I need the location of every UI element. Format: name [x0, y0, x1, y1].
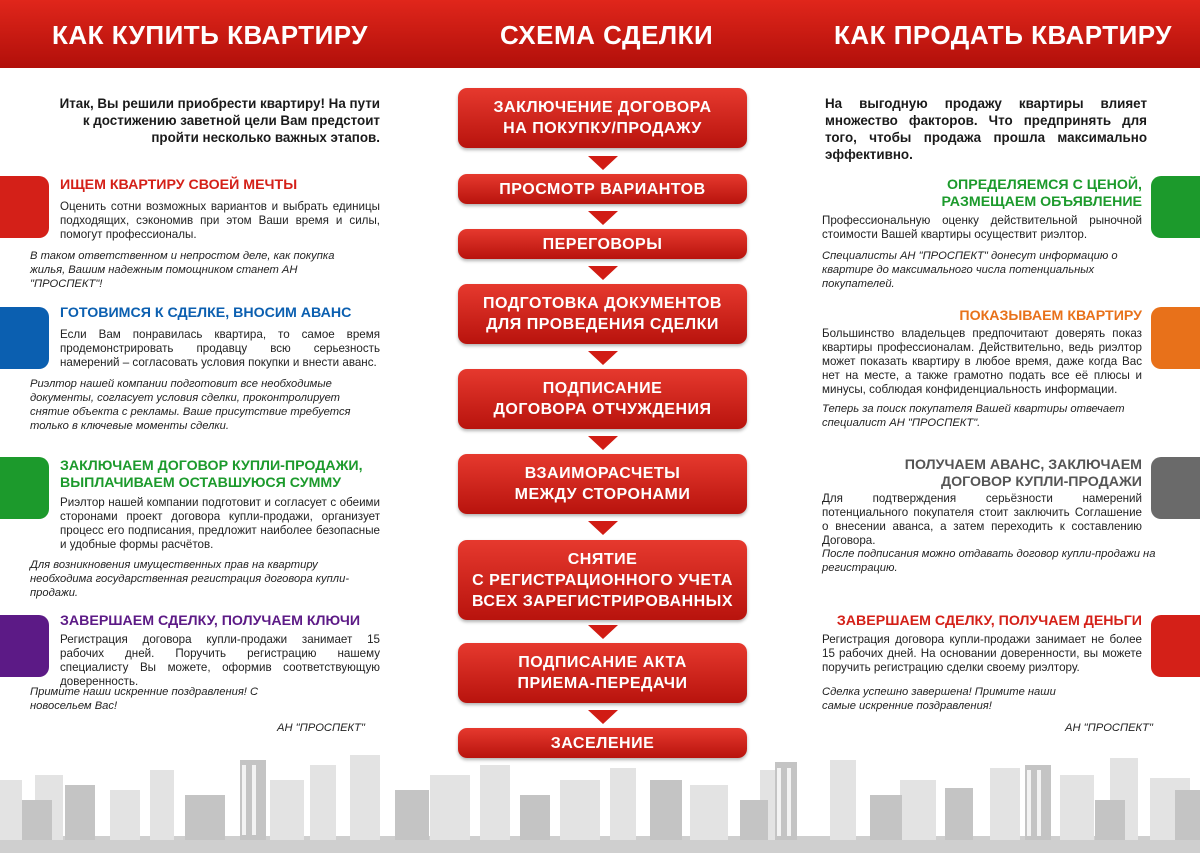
- flow-arrow-icon: [588, 156, 618, 170]
- left-step-1-title: ИЩЕМ КВАРТИРУ СВОЕЙ МЕЧТЫ: [60, 177, 298, 193]
- right-intro: На выгодную продажу квартиры влияет множество факторов. Что предпринять для того, чтобы продажа прошла максимально эффективно.: [825, 96, 1147, 162]
- flow-arrow-icon: [588, 266, 618, 280]
- center-column-title: СХЕМА СДЕЛКИ: [500, 20, 714, 50]
- left-step-3-marker: [0, 457, 49, 519]
- left-column-title: КАК КУПИТЬ КВАРТИРУ: [52, 20, 368, 50]
- flow-arrow-icon: [588, 351, 618, 365]
- left-step-2-title: ГОТОВИМСЯ К СДЕЛКЕ, ВНОСИМ АВАНС: [60, 305, 352, 321]
- left-step-4-title: ЗАВЕРШАЕМ СДЕЛКУ, ПОЛУЧАЕМ КЛЮЧИ: [60, 613, 361, 629]
- flow-step-6: ВЗАИМОРАСЧЕТЫ МЕЖДУ СТОРОНАМИ: [458, 454, 747, 514]
- right-column-title: КАК ПРОДАТЬ КВАРТИРУ: [834, 20, 1172, 50]
- right-step-4-body: Регистрация договора купли-продажи занимает не более 15 рабочих дней. На основании доверенности, вы можете поручить регистрацию сделки своему риэлтору.: [822, 633, 1142, 674]
- flow-step-1: ЗАКЛЮЧЕНИЕ ДОГОВОРА НА ПОКУПКУ/ПРОДАЖУ: [458, 88, 747, 148]
- right-step-4-marker: [1151, 615, 1200, 677]
- left-signature: АН "ПРОСПЕКТ": [277, 722, 365, 734]
- flow-step-8: ПОДПИСАНИЕ АКТА ПРИЕМА-ПЕРЕДАЧИ: [458, 643, 747, 703]
- flow-step-9: ЗАСЕЛЕНИЕ: [458, 728, 747, 758]
- flow-arrow-icon: [588, 521, 618, 535]
- right-step-1-title: ОПРЕДЕЛЯЕМСЯ С ЦЕНОЙ, РАЗМЕЩАЕМ ОБЪЯВЛЕНИЕ: [941, 177, 1142, 210]
- right-step-2-body: Большинство владельцев предпочитают доверять показ квартиры профессионалам. Действительно, ведь риэлтор может показать квартиру в любое время, даже когда Вас нет на месте, а также грамотно подать все её плюсы и минусы, соблюдая конфиденциальность информации.: [822, 327, 1142, 396]
- flow-arrow-icon: [588, 436, 618, 450]
- left-intro: Итак, Вы решили приобрести квартиру! На пути к достижению заветной цели Вам предстоит пройти несколько важных этапов.: [59, 96, 380, 145]
- right-step-2-marker: [1151, 307, 1200, 369]
- right-step-3-title: ПОЛУЧАЕМ АВАНС, ЗАКЛЮЧАЕМ ДОГОВОР КУПЛИ-ПРОДАЖИ: [904, 457, 1142, 490]
- left-step-2-note: Риэлтор нашей компании подготовит все необходимые документы, согласует условия сделки, проконтролирует снятие объекта с рекламы. Ваше присутствие требуется только в ключевые моменты сделки.: [30, 378, 351, 432]
- left-step-1-note: В таком ответственном и непростом деле, как покупка жилья, Вашим надежным помощником станет АН "ПРОСПЕКТ"!: [30, 250, 335, 290]
- left-step-3-body: Риэлтор нашей компании подготовит и согласует с обеими сторонами проект договора купли-продажи, организует процесс его подписания, предложит наиболее безопасные и удобные формы расчётов.: [60, 496, 380, 551]
- right-step-1-body: Профессиональную оценку действительной рыночной стоимости Вашей квартиры осуществит риэлтор.: [822, 214, 1142, 241]
- left-step-3-title: ЗАКЛЮЧАЕМ ДОГОВОР КУПЛИ-ПРОДАЖИ, ВЫПЛАЧИВАЕМ ОСТАВШУЮСЯ СУММУ: [60, 458, 363, 491]
- flow-arrow-icon: [588, 211, 618, 225]
- left-step-1-marker: [0, 176, 49, 238]
- left-step-1-body: Оценить сотни возможных вариантов и выбрать единицы подходящих, сэкономив при этом Ваши время и силы, помогут профессионалы.: [60, 200, 380, 241]
- right-step-1-marker: [1151, 176, 1200, 238]
- left-step-2-marker: [0, 307, 49, 369]
- right-step-2-title: ПОКАЗЫВАЕМ КВАРТИРУ: [959, 308, 1142, 324]
- left-step-4-marker: [0, 615, 49, 677]
- flow-step-3: ПЕРЕГОВОРЫ: [458, 229, 747, 259]
- left-step-4-body: Регистрация договора купли-продажи занимает 15 рабочих дней. Поручить регистрацию нашему специалисту Вы можете, оформив соответствующую доверенность.: [60, 633, 380, 688]
- right-step-3-note: После подписания можно отдавать договор купли-продажи на регистрацию.: [822, 548, 1156, 574]
- flow-step-7: СНЯТИЕ С РЕГИСТРАЦИОННОГО УЧЕТА ВСЕХ ЗАРЕГИСТРИРОВАННЫХ: [458, 540, 747, 620]
- flow-arrow-icon: [588, 710, 618, 724]
- flow-step-2: ПРОСМОТР ВАРИАНТОВ: [458, 174, 747, 204]
- flow-arrow-icon: [588, 625, 618, 639]
- right-step-4-title: ЗАВЕРШАЕМ СДЕЛКУ, ПОЛУЧАЕМ ДЕНЬГИ: [836, 613, 1142, 629]
- right-signature: АН "ПРОСПЕКТ": [1065, 722, 1153, 734]
- left-step-2-body: Если Вам понравилась квартира, то самое время продемонстрировать продавцу всю серьезность намерений – согласовать условия покупки и внести аванс.: [60, 328, 380, 369]
- header-banner: [0, 0, 1200, 68]
- flow-step-4: ПОДГОТОВКА ДОКУМЕНТОВ ДЛЯ ПРОВЕДЕНИЯ СДЕЛКИ: [458, 284, 747, 344]
- city-skyline-illustration: [0, 750, 1200, 853]
- right-step-2-note: Теперь за поиск покупателя Вашей квартиры отвечает специалист АН "ПРОСПЕКТ".: [822, 403, 1125, 429]
- right-step-1-note: Специалисты АН "ПРОСПЕКТ" донесут информацию о квартире до максимального числа потенциальных покупателей.: [822, 250, 1118, 290]
- right-step-3-marker: [1151, 457, 1200, 519]
- left-step-4-note: Примите наши искренние поздравления! С новосельем Вас!: [30, 686, 259, 712]
- left-step-3-note: Для возникновения имущественных прав на квартиру необходима государственная регистрация договора купли-продажи.: [30, 559, 350, 599]
- right-step-3-body: Для подтверждения серьёзности намерений потенциального покупателя стоит заключить Соглашение о внесении аванса, а затем переходить к составлению Договора.: [822, 492, 1142, 547]
- flow-step-5: ПОДПИСАНИЕ ДОГОВОРА ОТЧУЖДЕНИЯ: [458, 369, 747, 429]
- right-step-4-note: Сделка успешно завершена! Примите наши самые искренние поздравления!: [822, 686, 1056, 712]
